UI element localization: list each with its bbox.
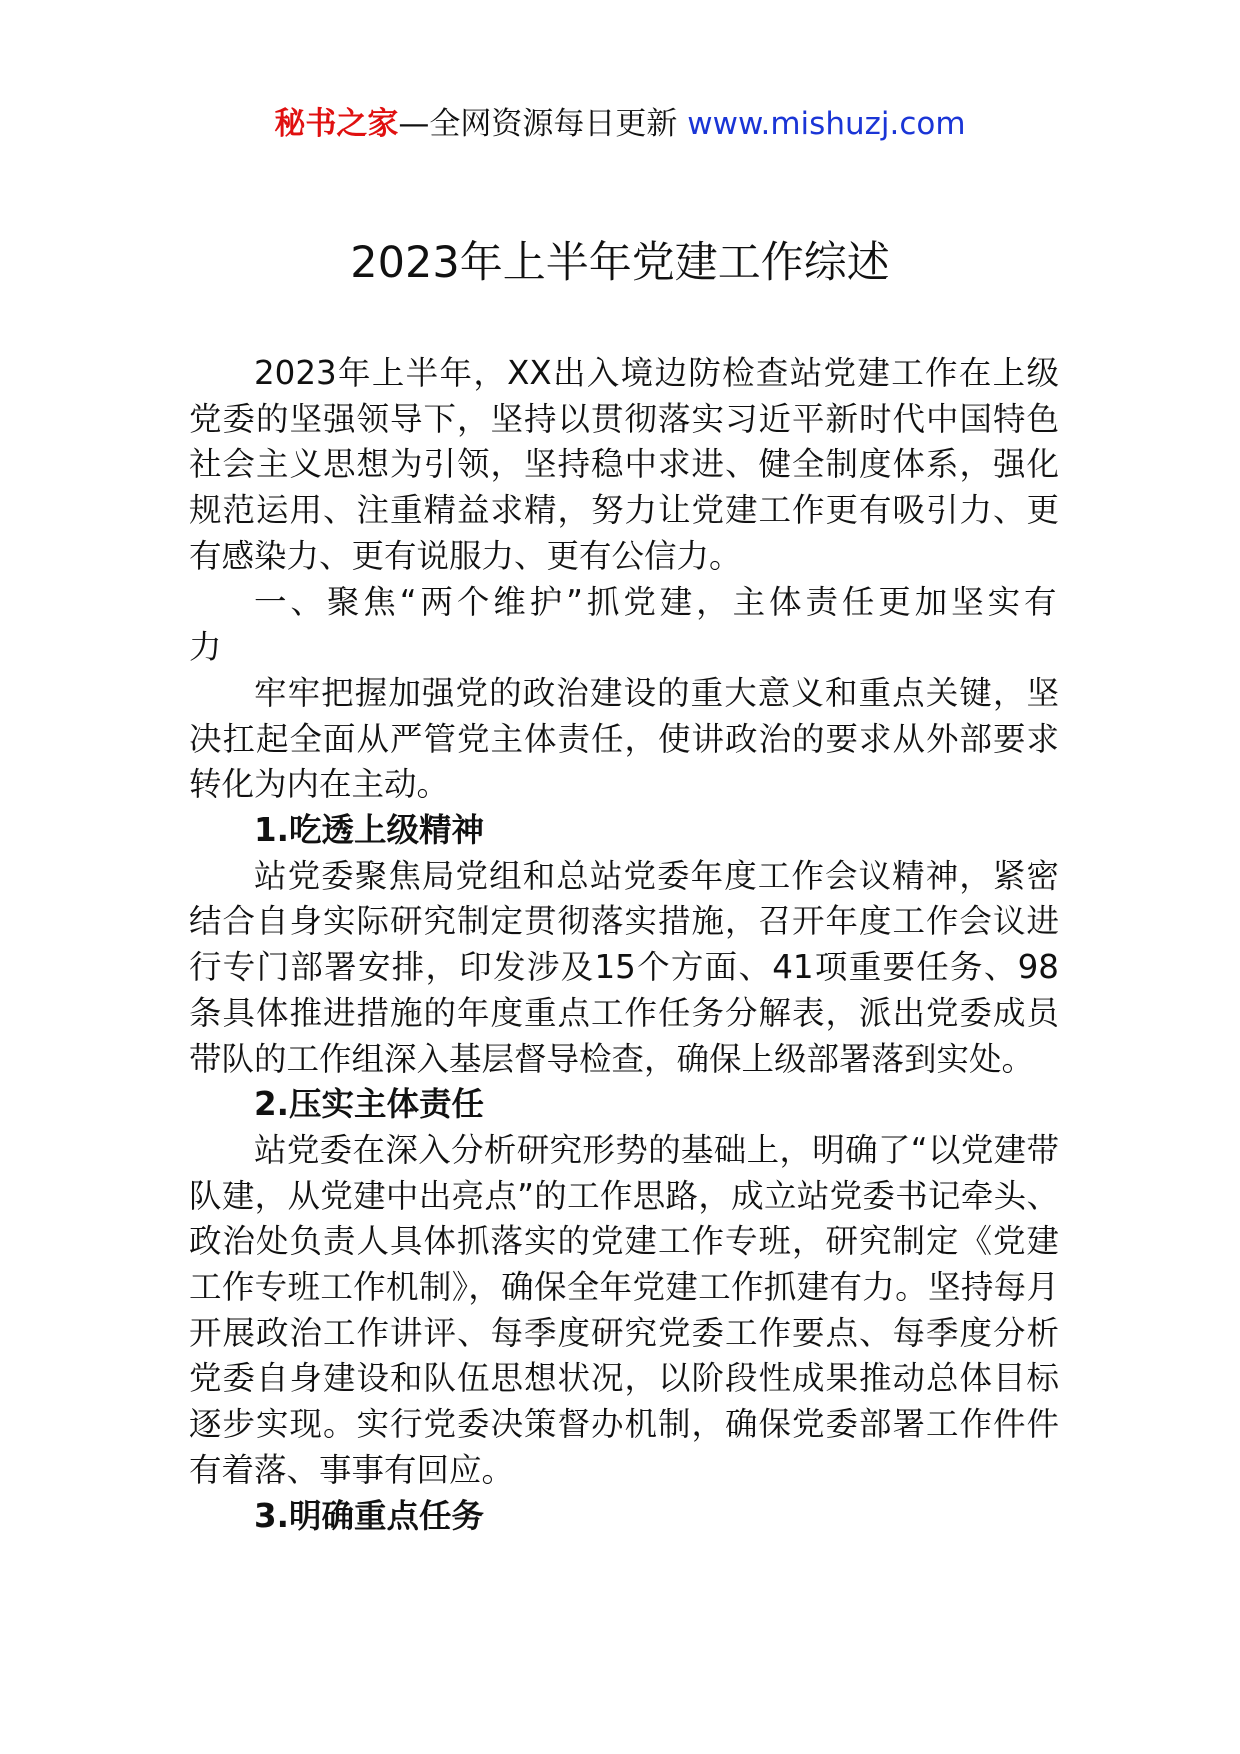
subheading-2: 2.压实主体责任	[254, 1085, 484, 1124]
subheading-3: 3.明确重点任务	[254, 1496, 484, 1535]
section-heading-1: 一、聚焦“两个维护”抓党建，主体责任更加坚实有力	[189, 582, 1059, 667]
site-url-link[interactable]: www.mishuzj.com	[687, 106, 966, 142]
header-tagline: —全网资源每日更新	[398, 106, 688, 142]
site-header	[0, 100, 1240, 148]
subheading-1: 1.吃透上级精神	[254, 811, 484, 850]
document-body	[189, 351, 1059, 1539]
brand-name: 秘书之家	[274, 106, 399, 142]
paragraph-sub-1: 站党委聚焦局党组和总站党委年度工作会议精神，紧密结合自身实际研究制定贯彻落实措施，召开年度工作会议进行专门部署安排，印发涉及15个方面、41项重要任务、98条具体推进措施的年度重点工作任务分解表，派出党委成员带队的工作组深入基层督导检查，确保上级部署落到实处。	[189, 856, 1059, 1078]
paragraph-sub-2: 站党委在深入分析研究形势的基础上，明确了“以党建带队建，从党建中出亮点”的工作思路，成立站党委书记牵头、政治处负责人具体抓落实的党建工作专班，研究制定《党建工作专班工作机制》，确保全年党建工作抓建有力。坚持每月开展政治工作讲评、每季度研究党委工作要点、每季度分析党委自身建设和队伍思想状况，以阶段性成果推动总体目标逐步实现。实行党委决策督办机制，确保党委部署工作件件有着落、事事有回应。	[189, 1130, 1059, 1489]
document-title: 2023年上半年党建工作综述	[350, 238, 890, 288]
paragraph-section-1: 牢牢把握加强党的政治建设的重大意义和重点关键，坚决扛起全面从严管党主体责任，使讲政治的要求从外部要求转化为内在主动。	[189, 673, 1059, 804]
paragraph-intro: 2023年上半年，XX出入境边防检查站党建工作在上级党委的坚强领导下，坚持以贯彻落实习近平新时代中国特色社会主义思想为引领，坚持稳中求进、健全制度体系，强化规范运用、注重精益求精，努力让党建工作更有吸引力、更有感染力、更有说服力、更有公信力。	[189, 354, 1059, 575]
